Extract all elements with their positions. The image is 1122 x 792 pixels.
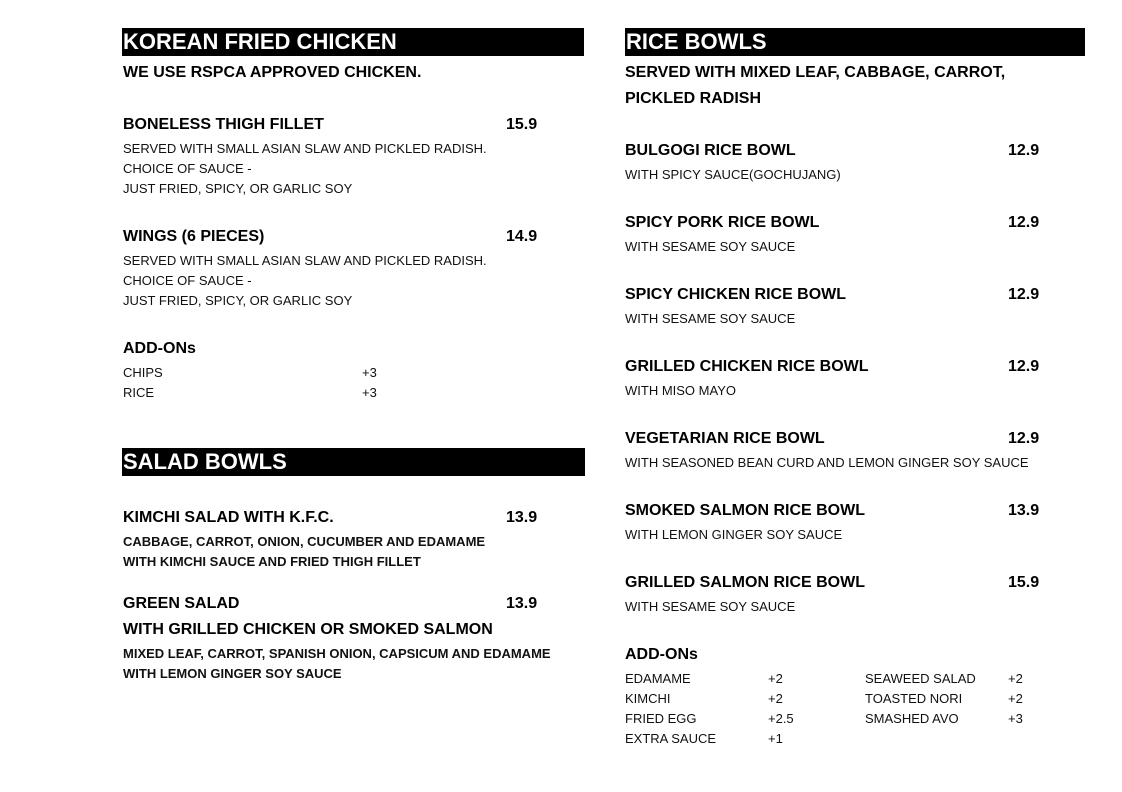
item-name-secondary: WITH GRILLED CHICKEN OR SMOKED SALMON [123,621,493,638]
item-desc: WITH SESAME SOY SAUCE [625,239,796,254]
item-desc: WITH SEASONED BEAN CURD AND LEMON GINGER SOY SAUCE [625,455,1029,470]
addon-price: +2 [1008,671,1023,686]
addon-name: SEAWEED SALAD [865,671,976,686]
item-price: 12.9 [1008,430,1040,447]
item-price: 13.9 [506,595,538,612]
item-name: GRILLED CHICKEN RICE BOWL [625,358,869,375]
addon-price: +2.5 [768,711,794,726]
item-desc: WITH MISO MAYO [625,383,736,398]
item-desc: WITH SESAME SOY SAUCE [625,599,796,614]
item-desc-line: CHOICE OF SAUCE - [123,161,252,176]
addon-price: +2 [1008,691,1023,706]
salad-section-title: SALAD BOWLS [122,448,585,476]
item-desc: WITH LEMON GINGER SOY SAUCE [625,527,843,542]
item-name: BULGOGI RICE BOWL [625,142,796,159]
addon-price: +1 [768,731,783,746]
addon-price: +3 [1008,711,1023,726]
item-desc: WITH SESAME SOY SAUCE [625,311,796,326]
item-desc-line: CABBAGE, CARROT, ONION, CUCUMBER AND EDAMAME [123,534,486,549]
item-name: BONELESS THIGH FILLET [123,116,324,133]
item-name: GREEN SALAD [123,595,240,612]
item-desc-line: MIXED LEAF, CARROT, SPANISH ONION, CAPSICUM AND EDAMAME [123,646,551,661]
item-price: 13.9 [506,509,538,526]
addons-title: ADD-ONs [123,340,196,357]
item-name: VEGETARIAN RICE BOWL [625,430,825,447]
item-price: 12.9 [1008,214,1040,231]
item-desc-line: SERVED WITH SMALL ASIAN SLAW AND PICKLED RADISH. [123,253,487,268]
addon-name: CHIPS [123,365,163,380]
addon-name: EXTRA SAUCE [625,731,717,746]
item-name: WINGS (6 PIECES) [123,228,265,245]
item-price: 12.9 [1008,142,1040,159]
item-name: SPICY CHICKEN RICE BOWL [625,286,847,303]
item-name: GRILLED SALMON RICE BOWL [625,574,865,591]
item-desc-line: JUST FRIED, SPICY, OR GARLIC SOY [123,181,353,196]
addon-name: EDAMAME [625,671,691,686]
item-desc: WITH SPICY SAUCE(GOCHUJANG) [625,167,841,182]
kfc-section-title: KOREAN FRIED CHICKEN [122,28,584,56]
rice-subtitle-line: SERVED WITH MIXED LEAF, CABBAGE, CARROT, [625,64,1006,81]
addon-price: +2 [768,691,783,706]
item-desc-line: CHOICE OF SAUCE - [123,273,252,288]
item-price: 14.9 [506,228,538,245]
addon-price: +2 [768,671,783,686]
item-desc-line: WITH LEMON GINGER SOY SAUCE [123,666,342,681]
addon-name: KIMCHI [625,691,671,706]
addon-name: FRIED EGG [625,711,697,726]
item-price: 12.9 [1008,358,1040,375]
item-desc-line: WITH KIMCHI SAUCE AND FRIED THIGH FILLET [123,554,421,569]
addon-price: +3 [362,385,377,400]
item-price: 13.9 [1008,502,1040,519]
item-desc-line: SERVED WITH SMALL ASIAN SLAW AND PICKLED RADISH. [123,141,487,156]
addon-name: SMASHED AVO [865,711,959,726]
item-name: SPICY PORK RICE BOWL [625,214,820,231]
addon-name: RICE [123,385,155,400]
addon-price: +3 [362,365,377,380]
rice-section-title: RICE BOWLS [625,28,1085,56]
item-price: 15.9 [506,116,538,133]
addons-title: ADD-ONs [625,646,698,663]
kfc-subtitle: WE USE RSPCA APPROVED CHICKEN. [123,64,422,81]
item-name: KIMCHI SALAD WITH K.F.C. [123,509,334,526]
item-desc-line: JUST FRIED, SPICY, OR GARLIC SOY [123,293,353,308]
item-price: 12.9 [1008,286,1040,303]
item-name: SMOKED SALMON RICE BOWL [625,502,865,519]
addon-name: TOASTED NORI [865,691,963,706]
rice-subtitle-line: PICKLED RADISH [625,90,762,107]
item-price: 15.9 [1008,574,1040,591]
